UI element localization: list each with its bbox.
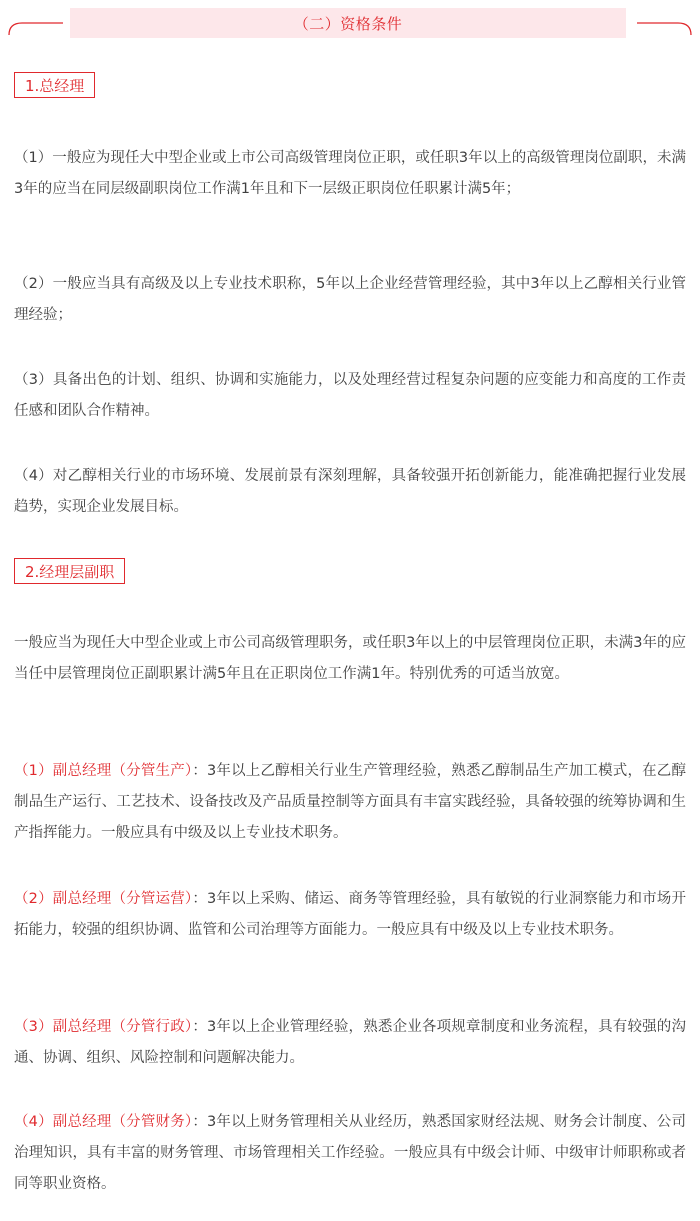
gm-item-2: （2）一般应当具有高级及以上专业技术职称，5年以上企业经营管理经验，其中3年以上乙醇相关行业管理经验； (14, 276, 686, 323)
gm-item-3: （3）具备出色的计划、组织、协调和实施能力，以及处理经营过程复杂问题的应变能力和高度的工作责任感和团队合作精神。 (14, 372, 686, 419)
gm-heading: 1.总经理 (14, 72, 95, 98)
deputy-item-2-body: ：3年以上采购、储运、商务等管理经验，具有敏锐的行业洞察能力和市场开拓能力，较强的组织协调、监管和公司治理等方面能力。一般应具有中级及以上专业技术职务。 (14, 891, 686, 938)
right-curve-decoration (636, 22, 692, 36)
deputy-item-4-body: ：3年以上财务管理相关从业经历，熟悉国家财经法规、财务会计制度、公司治理知识，具有丰富的财务管理、市场管理相关工作经验。一般应具有中级会计师、中级审计师职称或者同等职业资格。 (14, 1114, 686, 1192)
deputy-item-1 (14, 756, 686, 849)
gm-item-4: （4）对乙醇相关行业的市场环境、发展前景有深刻理解，具备较强开拓创新能力，能准确把握行业发展趋势，实现企业发展目标。 (14, 468, 686, 515)
deputy-item-2-title: （2）副总经理（分管运营） (14, 891, 193, 907)
left-curve-decoration (8, 22, 64, 36)
gm-item-1: （1）一般应为现任大中型企业或上市公司高级管理岗位正职，或任职3年以上的高级管理岗位副职，未满3年的应当在同层级副职岗位工作满1年且和下一层级正职岗位任职累计满5年； (14, 150, 686, 197)
deputy-item-3-title: （3）副总经理（分管行政） (14, 1019, 193, 1035)
deputy-intro: 一般应当为现任大中型企业或上市公司高级管理职务，或任职3年以上的中层管理岗位正职，未满3年的应当任中层管理岗位正副职累计满5年且在正职岗位工作满1年。特别优秀的可适当放宽。 (14, 635, 686, 682)
deputy-item-2 (14, 884, 686, 946)
deputy-item-3-body: ：3年以上企业管理经验，熟悉企业各项规章制度和业务流程，具有较强的沟通、协调、组织、风险控制和问题解决能力。 (14, 1019, 686, 1066)
deputy-item-4-title: （4）副总经理（分管财务） (14, 1114, 193, 1130)
deputy-item-1-title: （1）副总经理（分管生产） (14, 763, 193, 779)
deputy-item-3 (14, 1012, 686, 1074)
deputy-item-1-body: ：3年以上乙醇相关行业生产管理经验，熟悉乙醇制品生产加工模式，在乙醇制品生产运行、工艺技术、设备技改及产品质量控制等方面具有丰富实践经验，具备较强的统筹协调和生产指挥能力。一般应具有中级及以上专业技术职务。 (14, 763, 686, 841)
section-title: （二）资格条件 (293, 14, 403, 33)
deputy-heading: 2.经理层副职 (14, 558, 125, 584)
deputy-item-4 (14, 1107, 686, 1200)
section-header (0, 8, 700, 40)
section-title-band (70, 8, 626, 38)
